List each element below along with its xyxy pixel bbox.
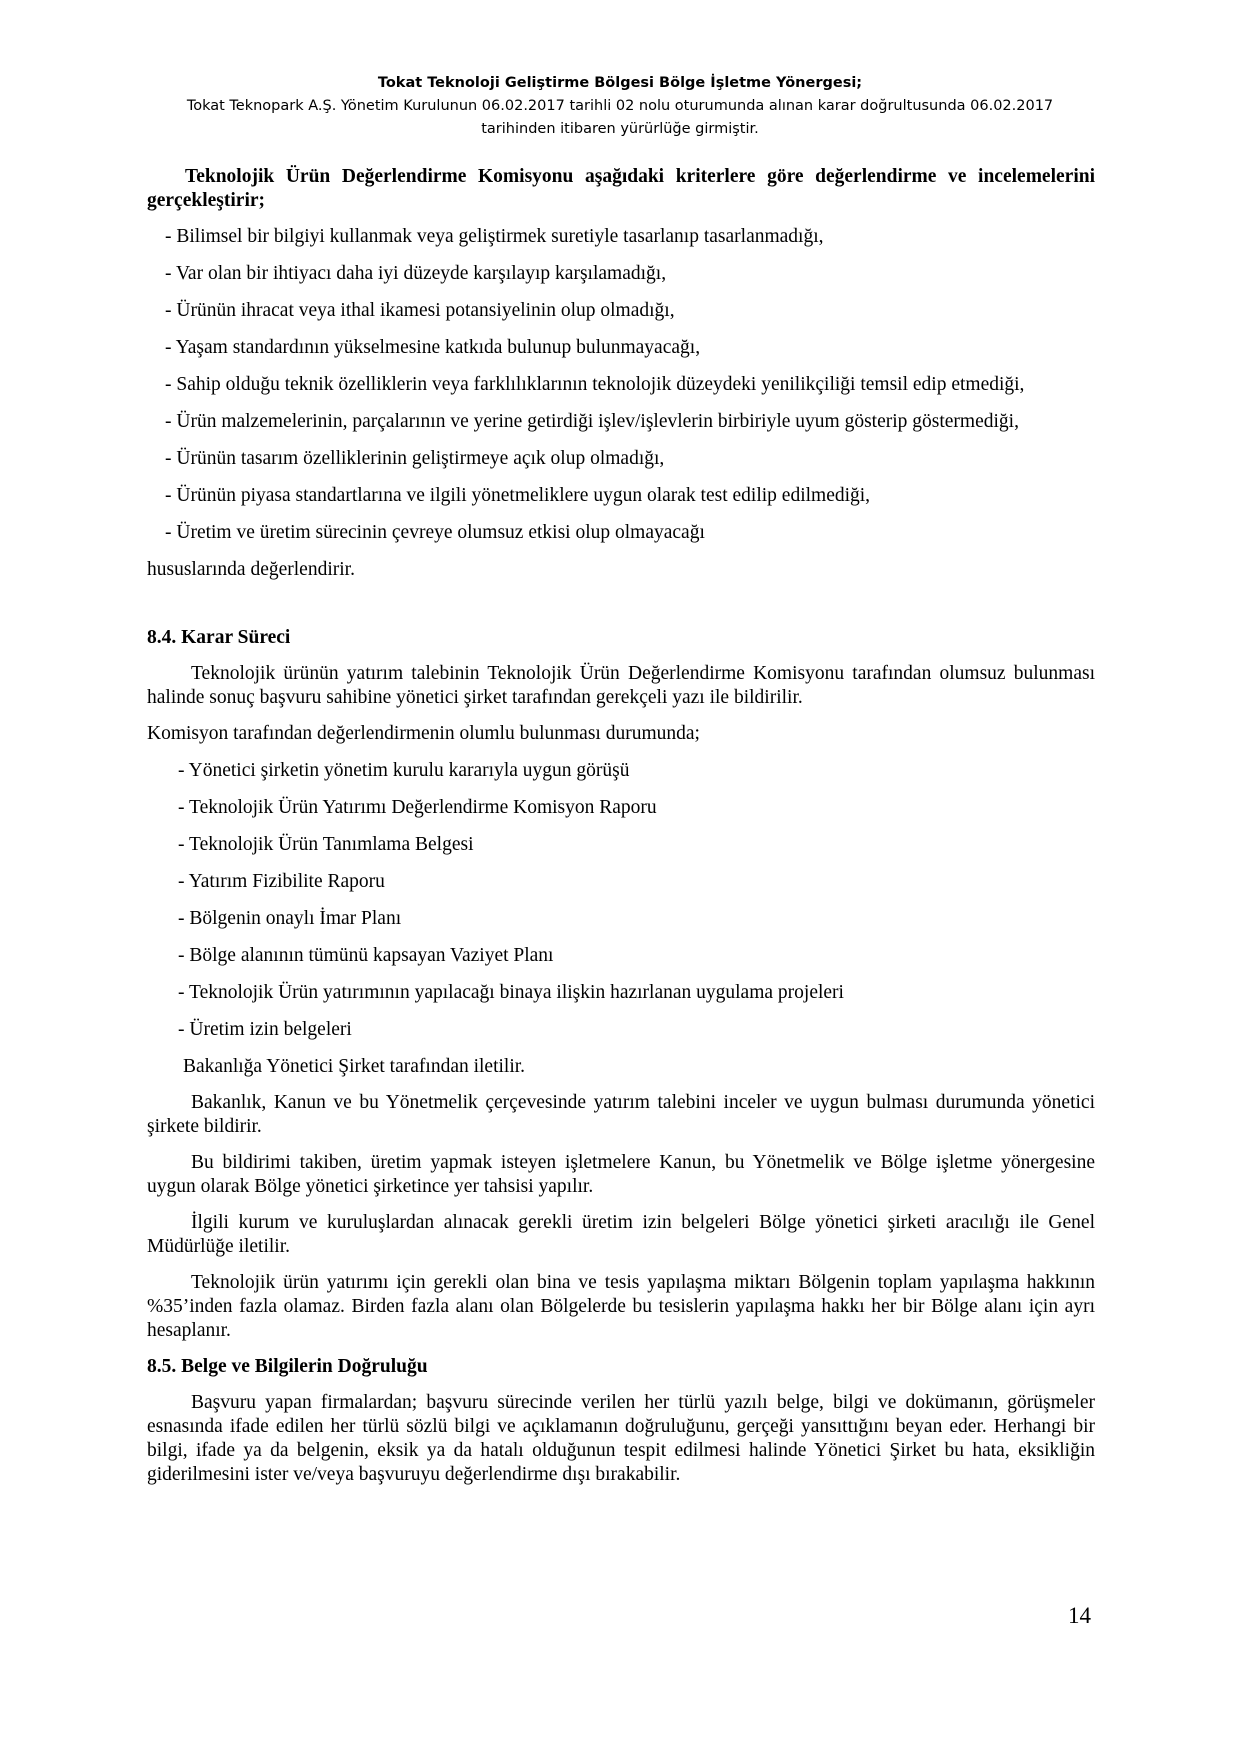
section-8-4-paragraph-2: Komisyon tarafından değerlendirmenin olumlu bulunması durumunda; <box>147 723 700 744</box>
criteria-list <box>147 225 1095 545</box>
criteria-item: - Ürün malzemelerinin, parçalarının ve yerine getirdiği işlev/işlevlerin birbiriyle uyum gösterip göstermediği, <box>165 411 1019 432</box>
document-body <box>147 165 1095 1487</box>
required-documents-list <box>147 759 1095 1042</box>
header-line-2: Tokat Teknopark A.Ş. Yönetim Kurulunun 06.02.2017 tarihli 02 nolu oturumunda alınan karar doğrultusunda 06.02.2017 <box>186 98 1054 114</box>
document-item: - Bölge alanının tümünü kapsayan Vaziyet Planı <box>178 945 554 966</box>
criteria-item: - Sahip olduğu teknik özelliklerin veya farklılıklarının teknolojik düzeydeki yenilikçiliği temsil edip etmediği, <box>165 374 1025 395</box>
section-8-5-title: 8.5. Belge ve Bilgilerin Doğruluğu <box>147 1356 428 1377</box>
document-item: - Yönetici şirketin yönetim kurulu kararıyla uygun görüşü <box>178 760 630 781</box>
section-8-4-paragraph-5: Bu bildirimi takiben, üretim yapmak isteyen işletmelere Kanun, bu Yönetmelik ve Bölge işletme yönergesine uygun olarak Bölge yönetici şirketince yer tahsisi yapılır. <box>147 1152 1095 1197</box>
section-8-4-paragraph-7: Teknolojik ürün yatırımı için gerekli olan bina ve tesis yapılaşma miktarı Bölgenin toplam yapılaşma hakkının %35’inden fazla olamaz. Birden fazla alanı olan Bölgelerde bu tesislerin yapılaşma hakkı her bir Bölge alanı için ayrı hesaplanır. <box>147 1272 1095 1341</box>
criteria-item: - Ürünün piyasa standartlarına ve ilgili yönetmeliklere uygun olarak test edilip edilmediği, <box>165 485 871 506</box>
section-8-4-paragraph-1: Teknolojik ürünün yatırım talebinin Teknolojik Ürün Değerlendirme Komisyonu tarafından olumsuz bulunması halinde sonuç başvuru sahibine yönetici şirket tarafından gerekçeli yazı ile bildirilir. <box>147 663 1095 708</box>
page-number: 14 <box>1068 1603 1091 1628</box>
section-8-4-paragraph-6: İlgili kurum ve kuruluşlardan alınacak gerekli üretim izin belgeleri Bölge yönetici şirketi aracılığı ile Genel Müdürlüğe iletilir. <box>147 1212 1095 1257</box>
criteria-item: - Ürünün tasarım özelliklerinin geliştirmeye açık olup olmadığı, <box>165 448 665 469</box>
criteria-item: - Üretim ve üretim sürecinin çevreye olumsuz etkisi olup olmayacağı <box>165 522 705 543</box>
document-item: - Bölgenin onaylı İmar Planı <box>178 908 402 929</box>
document-item: - Teknolojik Ürün Tanımlama Belgesi <box>178 834 474 855</box>
document-item: - Teknolojik Ürün Yatırımı Değerlendirme Komisyon Raporu <box>178 797 657 818</box>
section-8-5-paragraph-1: Başvuru yapan firmalardan; başvuru sürecinde verilen her türlü yazılı belge, bilgi ve dokümanın, görüşmeler esnasında ifade edilen her türlü sözlü bilgi ve açıklamanın doğruluğunu, gerçeği yansıttığını beyan eder. Herhangi bir bilgi, ifade ya da belgenin, eksik ya da hatalı olduğunun tespit edilmesi halinde Yönetici Şirket bu hata, eksikliğin giderilmesini ister ve/veya başvuruyu değerlendirme dışı bırakabilir. <box>147 1392 1095 1485</box>
criteria-item: - Ürünün ihracat veya ithal ikamesi potansiyelinin olup olmadığı, <box>165 300 675 321</box>
criteria-intro: Teknolojik Ürün Değerlendirme Komisyonu aşağıdaki kriterlere göre değerlendirme ve incelemelerini gerçekleştirir; <box>147 166 1095 211</box>
section-8-4-paragraph-3: Bakanlığa Yönetici Şirket tarafından iletilir. <box>183 1056 526 1077</box>
header-line-3: tarihinden itibaren yürürlüğe girmiştir. <box>481 121 759 137</box>
criteria-item: - Var olan bir ihtiyacı daha iyi düzeyde karşılayıp karşılamadığı, <box>165 263 667 284</box>
header-title: Tokat Teknoloji Geliştirme Bölgesi Bölge İşletme Yönergesi; <box>377 75 863 91</box>
page-header <box>130 72 1110 141</box>
criteria-item: - Bilimsel bir bilgiyi kullanmak veya geliştirmek suretiyle tasarlanıp tasarlanmadığı, <box>165 226 824 247</box>
section-8-4-paragraph-4: Bakanlık, Kanun ve bu Yönetmelik çerçevesinde yatırım talebini inceler ve uygun bulması durumunda yönetici şirkete bildirir. <box>147 1092 1095 1137</box>
document-item: - Yatırım Fizibilite Raporu <box>178 871 385 892</box>
section-8-4-title: 8.4. Karar Süreci <box>147 627 291 648</box>
document-item: - Teknolojik Ürün yatırımının yapılacağı binaya ilişkin hazırlanan uygulama projeleri <box>178 982 844 1003</box>
criteria-item: - Yaşam standardının yükselmesine katkıda bulunup bulunmayacağı, <box>165 337 701 358</box>
criteria-closing: hususlarında değerlendirir. <box>147 559 355 580</box>
document-item: - Üretim izin belgeleri <box>178 1019 352 1040</box>
